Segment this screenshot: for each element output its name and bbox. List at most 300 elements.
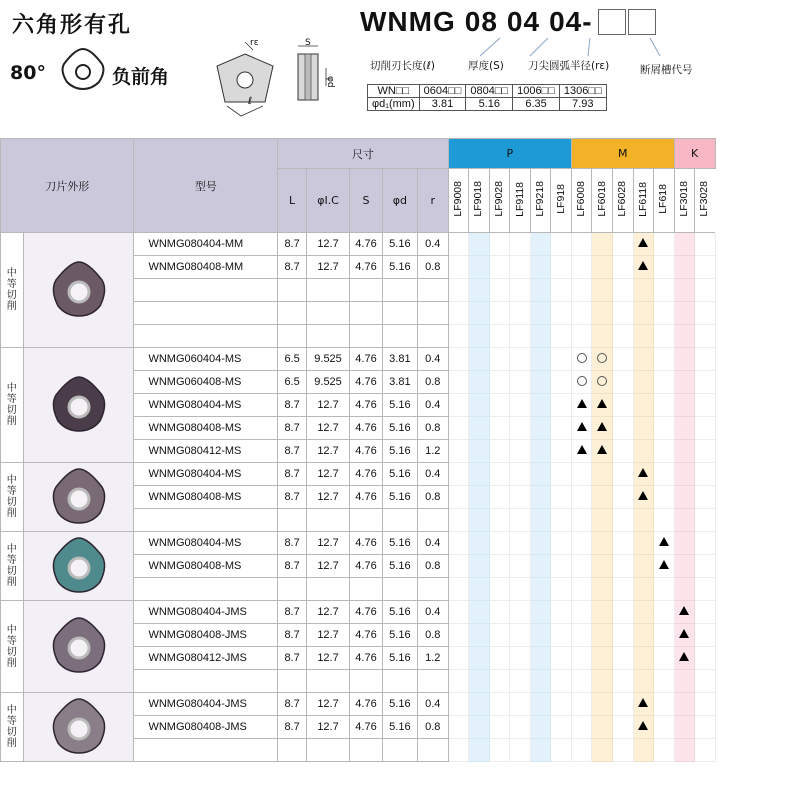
grade-mark-cell bbox=[469, 486, 490, 509]
grade-mark-cell bbox=[571, 647, 592, 670]
edge-length-label: ℓ bbox=[248, 96, 253, 107]
grade-mark-cell bbox=[695, 624, 716, 647]
dim-value-cell: 8.7 bbox=[278, 555, 307, 578]
dim-value-cell bbox=[382, 578, 417, 601]
grade-mark-cell bbox=[612, 578, 633, 601]
dim-value-cell: 12.7 bbox=[306, 463, 349, 486]
grade-mark-cell bbox=[530, 532, 551, 555]
grade-mark-cell bbox=[510, 371, 531, 394]
grade-mark-cell bbox=[654, 440, 675, 463]
grade-mark-cell bbox=[695, 486, 716, 509]
grade-mark-cell bbox=[551, 486, 572, 509]
grade-mark-cell bbox=[448, 463, 469, 486]
grade-mark-cell bbox=[695, 693, 716, 716]
grade-mark-cell bbox=[510, 670, 531, 693]
dim-value-cell bbox=[278, 302, 307, 325]
dim-value-cell: 4.76 bbox=[350, 371, 383, 394]
grade-header bbox=[571, 169, 592, 233]
trailing-blank bbox=[715, 739, 799, 762]
dim-value-cell: 4.76 bbox=[350, 233, 383, 256]
dim-value-cell: 0.4 bbox=[417, 394, 448, 417]
grade-mark-cell bbox=[592, 394, 613, 417]
dim-value-cell: 5.16 bbox=[382, 463, 417, 486]
trailing-blank bbox=[715, 601, 799, 624]
grade-mark-cell bbox=[530, 716, 551, 739]
grade-mark-cell bbox=[469, 693, 490, 716]
grade-header bbox=[510, 169, 531, 233]
grade-mark-cell bbox=[612, 555, 633, 578]
grade-mark-cell bbox=[469, 440, 490, 463]
insert-shape-cell bbox=[23, 348, 134, 463]
grade-mark-cell bbox=[654, 325, 675, 348]
grade-mark-cell bbox=[654, 348, 675, 371]
grade-mark-cell bbox=[489, 417, 510, 440]
grade-mark-cell bbox=[551, 739, 572, 762]
grade-mark-cell bbox=[695, 716, 716, 739]
grade-header bbox=[530, 169, 551, 233]
code-pointer-lines bbox=[420, 36, 720, 60]
dim-value-cell: 8.7 bbox=[278, 647, 307, 670]
grade-mark-cell bbox=[448, 578, 469, 601]
grade-mark-cell bbox=[612, 233, 633, 256]
model-cell: WNMG080404-JMS bbox=[134, 693, 278, 716]
grade-mark-cell bbox=[469, 279, 490, 302]
dim-size-cell: 1306□□ bbox=[559, 85, 606, 98]
dim-value-cell bbox=[278, 670, 307, 693]
dim-value-cell: 5.16 bbox=[382, 394, 417, 417]
grade-mark-cell bbox=[469, 716, 490, 739]
insert-drawing bbox=[205, 36, 285, 118]
dim-col-header: φd bbox=[382, 169, 417, 233]
grade-label: LF918 bbox=[554, 184, 567, 214]
trailing-blank bbox=[715, 417, 799, 440]
grade-mark-cell bbox=[469, 348, 490, 371]
model-cell: WNMG060404-MS bbox=[134, 348, 278, 371]
trailing-blank bbox=[715, 555, 799, 578]
grade-mark-cell bbox=[592, 555, 613, 578]
grade-mark-cell bbox=[489, 624, 510, 647]
model-cell: WNMG080408-MS bbox=[134, 417, 278, 440]
grade-mark-cell bbox=[695, 509, 716, 532]
grade-mark-cell bbox=[469, 233, 490, 256]
grade-mark-cell bbox=[654, 256, 675, 279]
grade-mark-cell bbox=[674, 417, 695, 440]
grade-mark-cell bbox=[469, 417, 490, 440]
insert-image bbox=[44, 373, 114, 435]
dim-value-cell bbox=[278, 578, 307, 601]
trailing-blank bbox=[715, 670, 799, 693]
grade-mark-cell bbox=[612, 601, 633, 624]
grade-mark-cell bbox=[448, 256, 469, 279]
model-cell bbox=[134, 509, 278, 532]
dim-value-cell: 5.16 bbox=[382, 716, 417, 739]
dim-value-cell: 8.7 bbox=[278, 256, 307, 279]
available-mark-icon bbox=[577, 353, 587, 363]
grade-mark-cell bbox=[571, 256, 592, 279]
grade-mark-cell bbox=[612, 348, 633, 371]
dim-value-cell: 4.76 bbox=[350, 624, 383, 647]
grade-mark-cell bbox=[612, 394, 633, 417]
dim-value-cell bbox=[306, 302, 349, 325]
grade-mark-cell bbox=[633, 532, 654, 555]
grade-mark-cell bbox=[571, 348, 592, 371]
grade-header bbox=[489, 169, 510, 233]
grade-mark-cell bbox=[592, 693, 613, 716]
grade-mark-cell bbox=[633, 509, 654, 532]
dim-value-cell: 12.7 bbox=[306, 417, 349, 440]
grade-mark-cell bbox=[571, 509, 592, 532]
nose-radius-label: rε bbox=[250, 38, 259, 48]
grade-mark-cell bbox=[571, 279, 592, 302]
grade-mark-cell bbox=[551, 302, 572, 325]
grade-mark-cell bbox=[510, 647, 531, 670]
grade-mark-cell bbox=[674, 279, 695, 302]
grade-header bbox=[592, 169, 613, 233]
grade-mark-cell bbox=[654, 739, 675, 762]
dim-value-cell: 5.16 bbox=[382, 440, 417, 463]
machining-category: 中等切削 bbox=[1, 601, 24, 693]
dim-value-cell bbox=[306, 670, 349, 693]
grade-mark-cell bbox=[612, 532, 633, 555]
dim-value-cell: 9.525 bbox=[306, 371, 349, 394]
grade-mark-cell bbox=[654, 555, 675, 578]
dim-row2-label: φd₁(mm) bbox=[368, 98, 420, 111]
dim-value-cell bbox=[350, 739, 383, 762]
col-dims-header: 尺寸 bbox=[278, 139, 448, 169]
grade-mark-cell bbox=[530, 624, 551, 647]
grade-mark-cell bbox=[530, 601, 551, 624]
dim-value-cell: 5.16 bbox=[382, 233, 417, 256]
grade-mark-cell bbox=[674, 716, 695, 739]
dim-diameter-cell: 6.35 bbox=[513, 98, 560, 111]
grade-mark-cell bbox=[489, 647, 510, 670]
grade-mark-cell bbox=[489, 670, 510, 693]
table-row bbox=[1, 348, 800, 371]
grade-mark-cell bbox=[633, 463, 654, 486]
angle-value: 80° bbox=[10, 62, 46, 84]
grade-mark-cell bbox=[592, 325, 613, 348]
recommended-mark-icon bbox=[679, 629, 689, 638]
grade-mark-cell bbox=[551, 463, 572, 486]
hole-diameter-table bbox=[367, 84, 607, 111]
grade-mark-cell bbox=[695, 647, 716, 670]
grade-mark-cell bbox=[592, 256, 613, 279]
grade-mark-cell bbox=[551, 256, 572, 279]
dim-value-cell: 4.76 bbox=[350, 463, 383, 486]
dim-value-cell: 1.2 bbox=[417, 440, 448, 463]
grade-mark-cell bbox=[654, 647, 675, 670]
grade-mark-cell bbox=[551, 693, 572, 716]
machining-category: 中等切削 bbox=[1, 233, 24, 348]
grade-mark-cell bbox=[530, 325, 551, 348]
grade-mark-cell bbox=[695, 256, 716, 279]
grade-mark-cell bbox=[674, 647, 695, 670]
trailing-blank bbox=[715, 256, 799, 279]
grade-mark-cell bbox=[571, 417, 592, 440]
grade-mark-cell bbox=[612, 325, 633, 348]
dim-value-cell bbox=[350, 509, 383, 532]
dim-value-cell: 0.4 bbox=[417, 348, 448, 371]
grade-label: LF3018 bbox=[677, 181, 690, 217]
recommended-mark-icon bbox=[597, 445, 607, 454]
grade-mark-cell bbox=[695, 578, 716, 601]
grade-mark-cell bbox=[489, 486, 510, 509]
grade-mark-cell bbox=[695, 325, 716, 348]
dim-value-cell bbox=[278, 325, 307, 348]
grade-mark-cell bbox=[489, 256, 510, 279]
grade-mark-cell bbox=[633, 256, 654, 279]
grade-mark-cell bbox=[695, 394, 716, 417]
dim-col-header: φI.C bbox=[306, 169, 349, 233]
grade-mark-cell bbox=[592, 463, 613, 486]
grade-mark-cell bbox=[489, 555, 510, 578]
table-row bbox=[1, 463, 800, 486]
grade-mark-cell bbox=[674, 440, 695, 463]
code-part-thickness: 04 bbox=[506, 6, 541, 37]
grade-mark-cell bbox=[510, 463, 531, 486]
col-model-header: 型号 bbox=[134, 139, 278, 233]
model-cell: WNMG080404-MS bbox=[134, 532, 278, 555]
grade-label: LF9118 bbox=[513, 181, 526, 217]
grade-mark-cell bbox=[489, 302, 510, 325]
grade-mark-cell bbox=[469, 463, 490, 486]
grade-mark-cell bbox=[448, 394, 469, 417]
dim-value-cell bbox=[417, 279, 448, 302]
grade-mark-cell bbox=[592, 417, 613, 440]
dim-value-cell bbox=[306, 279, 349, 302]
grade-mark-cell bbox=[469, 325, 490, 348]
trailing-blank bbox=[715, 371, 799, 394]
grade-mark-cell bbox=[510, 601, 531, 624]
grade-mark-cell bbox=[530, 578, 551, 601]
grade-mark-cell bbox=[448, 670, 469, 693]
grade-mark-cell bbox=[592, 670, 613, 693]
grade-mark-cell bbox=[674, 601, 695, 624]
dim-value-cell bbox=[417, 739, 448, 762]
grade-mark-cell bbox=[551, 578, 572, 601]
grade-mark-cell bbox=[530, 463, 551, 486]
grade-mark-cell bbox=[489, 371, 510, 394]
model-cell: WNMG080404-MS bbox=[134, 463, 278, 486]
grade-mark-cell bbox=[592, 647, 613, 670]
dim-value-cell: 12.7 bbox=[306, 256, 349, 279]
grade-group-p: P bbox=[448, 139, 571, 169]
dim-value-cell bbox=[350, 279, 383, 302]
grade-mark-cell bbox=[592, 578, 613, 601]
dim-value-cell: 0.4 bbox=[417, 463, 448, 486]
insert-shape-cell bbox=[23, 693, 134, 762]
grade-mark-cell bbox=[592, 371, 613, 394]
chipbreaker-boxes bbox=[598, 9, 656, 35]
grade-mark-cell bbox=[633, 693, 654, 716]
dim-value-cell bbox=[278, 279, 307, 302]
grade-mark-cell bbox=[674, 739, 695, 762]
grade-mark-cell bbox=[510, 233, 531, 256]
dim-value-cell: 4.76 bbox=[350, 394, 383, 417]
dim-value-cell: 0.8 bbox=[417, 624, 448, 647]
grade-mark-cell bbox=[654, 601, 675, 624]
dim-value-cell: 8.7 bbox=[278, 624, 307, 647]
grade-mark-cell bbox=[592, 302, 613, 325]
dim-value-cell: 5.16 bbox=[382, 532, 417, 555]
grade-mark-cell bbox=[448, 486, 469, 509]
dim-value-cell bbox=[350, 302, 383, 325]
grade-mark-cell bbox=[469, 256, 490, 279]
dim-value-cell bbox=[382, 739, 417, 762]
dim-value-cell: 0.8 bbox=[417, 486, 448, 509]
trailing-blank bbox=[715, 279, 799, 302]
grade-mark-cell bbox=[654, 371, 675, 394]
dim-value-cell bbox=[306, 509, 349, 532]
grade-label: LF618 bbox=[657, 184, 670, 214]
grade-mark-cell bbox=[612, 509, 633, 532]
dim-value-cell: 8.7 bbox=[278, 486, 307, 509]
trailing-blank bbox=[715, 486, 799, 509]
dim-value-cell: 12.7 bbox=[306, 647, 349, 670]
grade-mark-cell bbox=[469, 302, 490, 325]
col-shape-header: 刀片外形 bbox=[1, 139, 134, 233]
dim-value-cell: 12.7 bbox=[306, 601, 349, 624]
available-mark-icon bbox=[597, 353, 607, 363]
grade-mark-cell bbox=[551, 394, 572, 417]
dim-value-cell: 4.76 bbox=[350, 348, 383, 371]
grade-mark-cell bbox=[654, 394, 675, 417]
grade-mark-cell bbox=[448, 647, 469, 670]
grade-header bbox=[448, 169, 469, 233]
grade-mark-cell bbox=[571, 325, 592, 348]
code-part-radius: 04- bbox=[549, 6, 593, 37]
grade-mark-cell bbox=[654, 302, 675, 325]
grade-mark-cell bbox=[469, 647, 490, 670]
dim-value-cell bbox=[382, 279, 417, 302]
grade-mark-cell bbox=[695, 739, 716, 762]
dim-value-cell: 4.76 bbox=[350, 601, 383, 624]
grade-mark-cell bbox=[489, 739, 510, 762]
insert-image bbox=[44, 534, 114, 596]
recommended-mark-icon bbox=[597, 422, 607, 431]
dim-col-header: S bbox=[350, 169, 383, 233]
recommended-mark-icon bbox=[597, 399, 607, 408]
model-cell bbox=[134, 279, 278, 302]
grade-mark-cell bbox=[592, 440, 613, 463]
insert-image bbox=[44, 614, 114, 676]
thickness-label: S bbox=[305, 38, 311, 48]
grade-mark-cell bbox=[448, 302, 469, 325]
grade-mark-cell bbox=[571, 578, 592, 601]
grade-mark-cell bbox=[469, 578, 490, 601]
dim-value-cell bbox=[306, 739, 349, 762]
model-cell: WNMG080412-JMS bbox=[134, 647, 278, 670]
grade-mark-cell bbox=[551, 509, 572, 532]
recommended-mark-icon bbox=[577, 445, 587, 454]
dim-value-cell: 6.5 bbox=[278, 371, 307, 394]
grade-mark-cell bbox=[510, 486, 531, 509]
dim-value-cell: 6.5 bbox=[278, 348, 307, 371]
grade-mark-cell bbox=[674, 371, 695, 394]
grade-mark-cell bbox=[612, 279, 633, 302]
grade-mark-cell bbox=[633, 233, 654, 256]
model-cell bbox=[134, 578, 278, 601]
grade-mark-cell bbox=[489, 693, 510, 716]
grade-mark-cell bbox=[633, 555, 654, 578]
dim-diameter-cell: 3.81 bbox=[419, 98, 466, 111]
grade-mark-cell bbox=[448, 371, 469, 394]
dim-value-cell bbox=[350, 670, 383, 693]
dim-value-cell bbox=[350, 578, 383, 601]
grade-mark-cell bbox=[551, 233, 572, 256]
dim-value-cell: 8.7 bbox=[278, 716, 307, 739]
dim-value-cell bbox=[382, 670, 417, 693]
grade-mark-cell bbox=[510, 348, 531, 371]
dim-value-cell: 1.2 bbox=[417, 647, 448, 670]
dim-value-cell bbox=[278, 739, 307, 762]
grade-mark-cell bbox=[448, 440, 469, 463]
insert-shape-cell bbox=[23, 601, 134, 693]
grade-label: LF6028 bbox=[616, 181, 629, 217]
grade-mark-cell bbox=[654, 670, 675, 693]
grade-mark-cell bbox=[633, 647, 654, 670]
dim-value-cell bbox=[417, 325, 448, 348]
recommended-mark-icon bbox=[638, 261, 648, 270]
recommended-mark-icon bbox=[679, 652, 689, 661]
dim-value-cell: 5.16 bbox=[382, 647, 417, 670]
grade-mark-cell bbox=[448, 532, 469, 555]
grade-mark-cell bbox=[469, 371, 490, 394]
model-cell bbox=[134, 325, 278, 348]
grade-mark-cell bbox=[571, 371, 592, 394]
grade-mark-cell bbox=[571, 555, 592, 578]
dim-value-cell: 9.525 bbox=[306, 348, 349, 371]
model-cell: WNMG080408-MS bbox=[134, 486, 278, 509]
trailing-blank bbox=[715, 693, 799, 716]
recommended-mark-icon bbox=[638, 491, 648, 500]
recommended-mark-icon bbox=[638, 468, 648, 477]
dim-size-cell: 1006□□ bbox=[513, 85, 560, 98]
model-cell: WNMG060408-MS bbox=[134, 371, 278, 394]
dim-value-cell: 5.16 bbox=[382, 417, 417, 440]
dim-value-cell: 5.16 bbox=[382, 486, 417, 509]
grade-mark-cell bbox=[612, 417, 633, 440]
dim-value-cell: 5.16 bbox=[382, 624, 417, 647]
grade-mark-cell bbox=[612, 693, 633, 716]
recommended-mark-icon bbox=[659, 560, 669, 569]
dim-row1-label: WN□□ bbox=[368, 85, 420, 98]
dim-value-cell: 0.8 bbox=[417, 371, 448, 394]
grade-mark-cell bbox=[571, 463, 592, 486]
grade-mark-cell bbox=[530, 509, 551, 532]
grade-mark-cell bbox=[695, 555, 716, 578]
insert-catalog-table bbox=[0, 138, 800, 762]
model-cell bbox=[134, 670, 278, 693]
grade-mark-cell bbox=[448, 739, 469, 762]
grade-mark-cell bbox=[592, 532, 613, 555]
grade-mark-cell bbox=[551, 279, 572, 302]
recommended-mark-icon bbox=[638, 721, 648, 730]
grade-mark-cell bbox=[489, 348, 510, 371]
side-view-drawing bbox=[292, 40, 342, 110]
grade-mark-cell bbox=[510, 555, 531, 578]
machining-category: 中等切削 bbox=[1, 348, 24, 463]
grade-mark-cell bbox=[592, 739, 613, 762]
page-title: 六角形有孔 bbox=[12, 13, 133, 38]
grade-mark-cell bbox=[489, 463, 510, 486]
dim-value-cell: 8.7 bbox=[278, 693, 307, 716]
grade-mark-cell bbox=[633, 670, 654, 693]
trailing-blank bbox=[715, 440, 799, 463]
grade-label: LF6018 bbox=[595, 181, 608, 217]
table-row bbox=[1, 233, 800, 256]
dim-value-cell: 12.7 bbox=[306, 394, 349, 417]
